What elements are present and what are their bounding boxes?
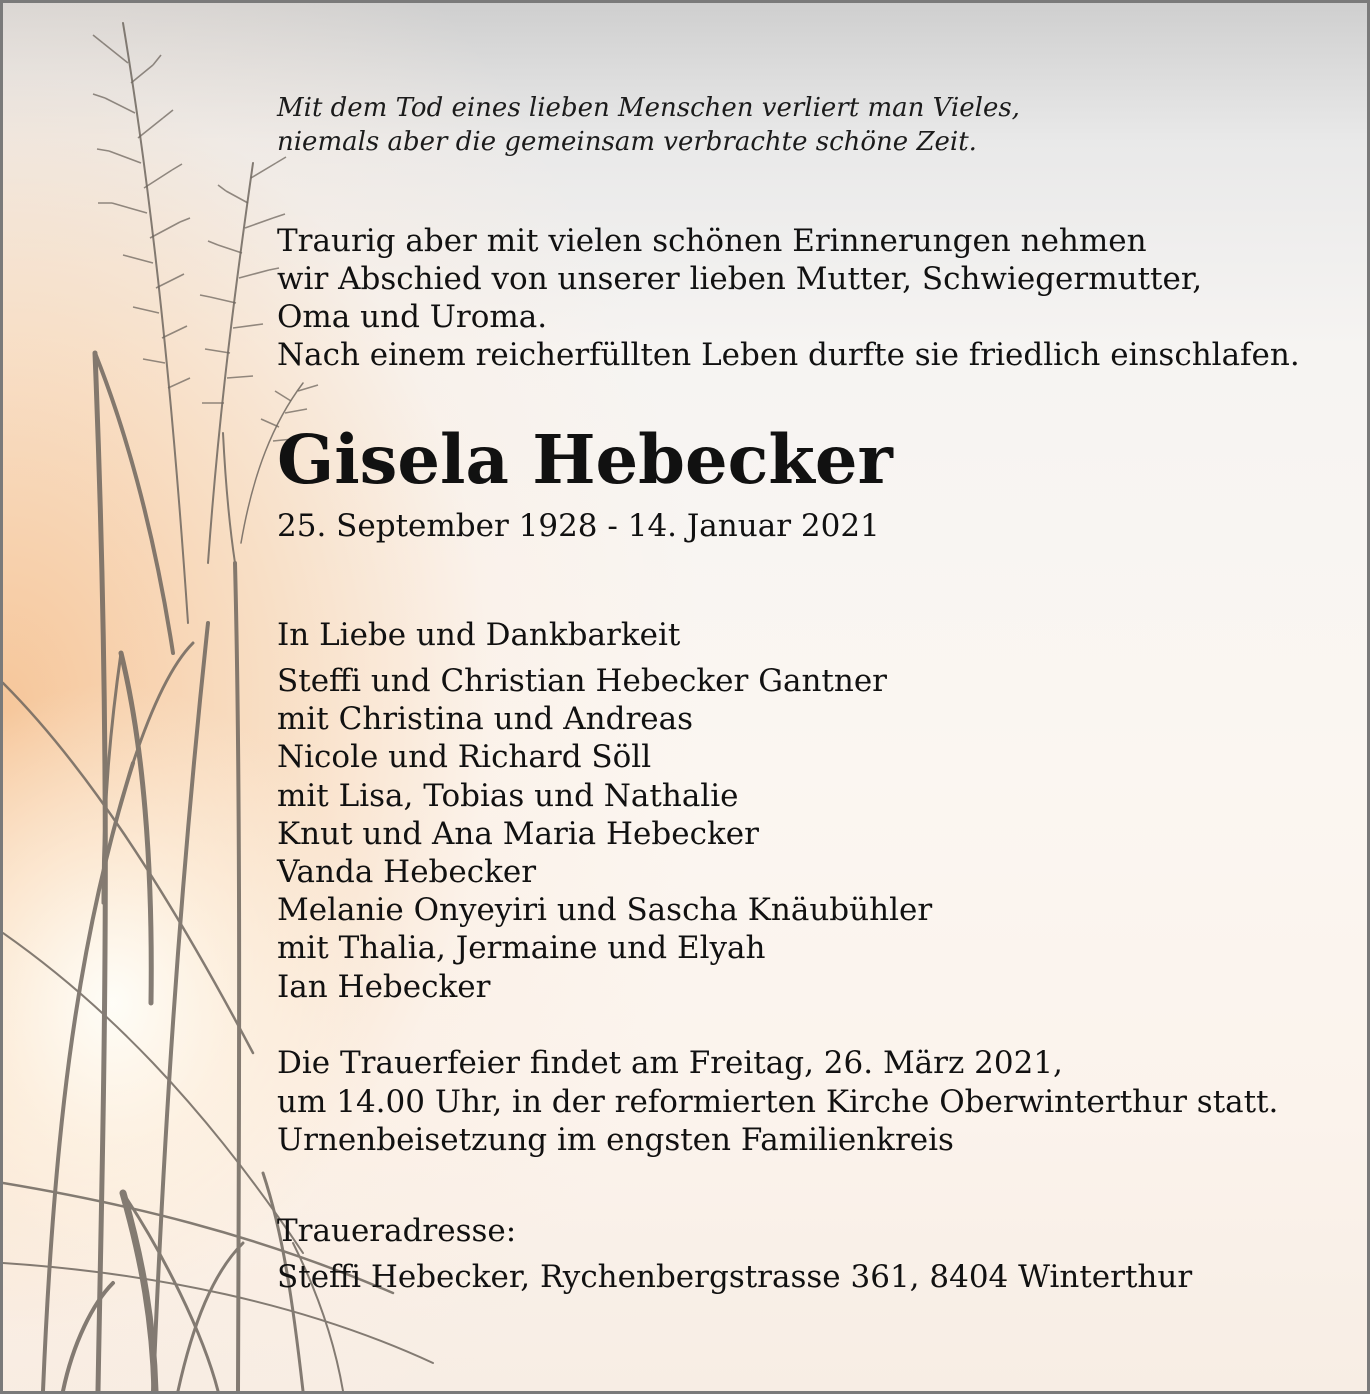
mourning-address-label: Traueradresse:: [277, 1213, 517, 1249]
quote-line: Mit dem Tod eines lieben Menschen verliert man Vieles,: [277, 93, 1020, 123]
service-line: Die Trauerfeier findet am Freitag, 26. März 2021,: [277, 1045, 1063, 1081]
mourning-address: Steffi Hebecker, Rychenbergstrasse 361, 8404 Winterthur: [277, 1259, 1193, 1295]
mourner-line: Melanie Onyeyiri und Sascha Knäubühler: [277, 892, 933, 929]
mourner-line: Vanda Hebecker: [277, 854, 537, 891]
mourner-line: mit Thalia, Jermaine und Elyah: [277, 930, 766, 967]
memorial-quote: [277, 91, 1020, 159]
mourner-line: Nicole und Richard Söll: [277, 739, 652, 776]
intro-line: wir Abschied von unserer lieben Mutter, Schwiegermutter,: [277, 261, 1203, 297]
mourner-line: Steffi und Christian Hebecker Gantner: [277, 663, 887, 699]
mourners-list: [277, 662, 932, 1006]
intro-line: Nach einem reicherfüllten Leben durfte sie friedlich einschlafen.: [277, 337, 1300, 373]
mourners-heading: In Liebe und Dankbarkeit: [277, 617, 681, 653]
service-line: Urnenbeisetzung im engsten Familienkreis: [277, 1122, 954, 1158]
mourner-line: Knut und Ana Maria Hebecker: [277, 815, 759, 852]
mourner-line: Ian Hebecker: [277, 968, 491, 1005]
life-dates: 25. September 1928 - 14. Januar 2021: [277, 508, 880, 544]
intro-line: Oma und Uroma.: [277, 299, 548, 335]
service-details: [277, 1044, 1278, 1160]
mourner-line: mit Christina und Andreas: [277, 701, 694, 738]
farewell-intro: [277, 222, 1300, 374]
quote-line: niemals aber die gemeinsam verbrachte schöne Zeit.: [277, 127, 977, 157]
intro-line: Traurig aber mit vielen schönen Erinnerungen nehmen: [277, 223, 1147, 259]
service-line: um 14.00 Uhr, in der reformierten Kirche Oberwinterthur statt.: [277, 1083, 1279, 1120]
deceased-name: Gisela Hebecker: [277, 420, 893, 499]
mourner-line: mit Lisa, Tobias und Nathalie: [277, 777, 739, 814]
